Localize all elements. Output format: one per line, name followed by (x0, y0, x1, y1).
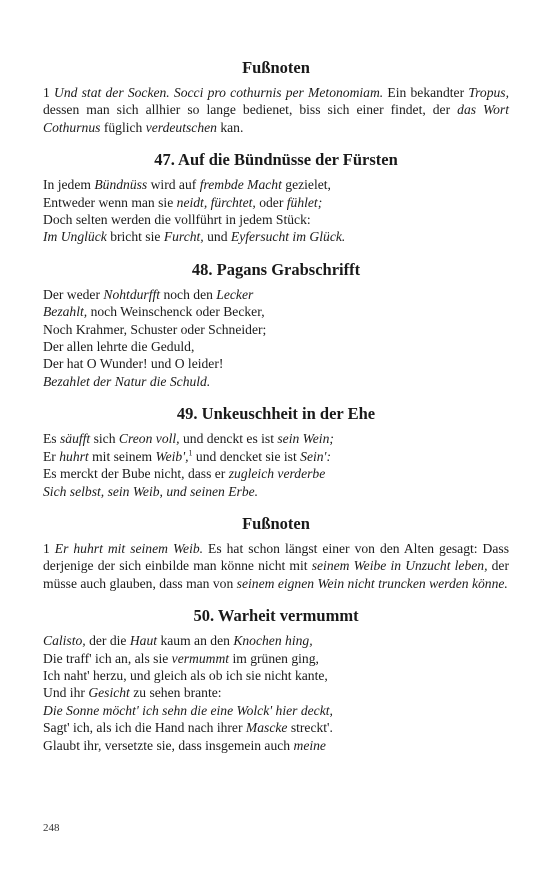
text-run: 1 (43, 85, 55, 100)
italic-text: zugleich verderbe (228, 466, 326, 482)
italic-text: Die Sonne möcht' ich sehn die eine Wolck' hier deckt, (43, 702, 333, 718)
verse-line (43, 719, 509, 736)
verse-line (43, 448, 509, 465)
italic-text: Bündnüss (94, 177, 148, 193)
verse-line (43, 286, 509, 303)
text-run: und denckt es ist (179, 431, 278, 447)
text-run: mit seinem (88, 448, 156, 464)
verse-line (43, 465, 509, 482)
poem-48 (43, 260, 509, 390)
verse-line (43, 194, 509, 211)
italic-text: Weib', (155, 448, 189, 464)
text-run: der müsse auch glauben, dass man von (43, 558, 509, 591)
text-run: Entweder wenn man sie (43, 194, 177, 210)
italic-text: Gesicht (88, 685, 130, 701)
italic-text: frembde Macht (199, 177, 282, 193)
italic-text: säufft (60, 431, 91, 447)
italic-text: Bezahlet der Natur die Schuld. (43, 373, 211, 389)
text-run: füglich (100, 119, 146, 135)
footnote-text (43, 540, 509, 592)
page-number: 248 (43, 822, 60, 834)
text-run: Doch selten werden die vollführt in jedem Stück: (43, 212, 311, 228)
text-run: Die traff' ich an, als sie (43, 650, 172, 666)
text-run: Der hat O Wunder! und O leider! (43, 356, 224, 372)
verse-line (43, 228, 509, 245)
text-run: und (203, 229, 231, 245)
text-run: wird auf (147, 177, 200, 193)
italic-text: Er huhrt mit seinem Weib. (54, 540, 204, 556)
text-run: zu sehen brante: (129, 685, 222, 701)
footnote-marker: 1 (188, 448, 193, 458)
poem-title: 49. Unkeuschheit in der Ehe (176, 404, 376, 424)
text-run: Er (43, 448, 60, 464)
poem-lines (43, 632, 509, 754)
text-run: kan. (216, 119, 244, 135)
italic-text: huhrt (59, 448, 89, 464)
italic-text: Creon voll, (118, 431, 180, 447)
italic-text: Und stat der Socken. Socci pro cothurnis per Metonomiam. (54, 85, 384, 100)
verse-line (43, 667, 509, 684)
poem-47 (43, 150, 509, 246)
poem-lines (43, 176, 509, 246)
verse-line (43, 483, 509, 500)
italic-text: neidt, fürchtet, (176, 194, 256, 210)
italic-text: Tropus, (468, 85, 509, 100)
text-run: Es merckt der Bube nicht, dass er (43, 466, 229, 482)
italic-text: Bezahlt, (43, 304, 88, 320)
poem-title: 47. Auf die Bündnüsse der Fürsten (154, 150, 398, 170)
italic-text: meine (293, 737, 326, 753)
text-run: Der allen lehrte die Geduld, (43, 339, 195, 355)
text-run: Es hat schon längst einer von den Alten gesagt: Dass derjenige der sich einbilde man könne nicht mit (43, 540, 509, 574)
text-run: und dencket sie ist (192, 448, 301, 464)
text-run: oder (255, 194, 287, 210)
poem-50 (43, 606, 509, 754)
italic-text: Lecker (216, 286, 254, 302)
text-run: Ich naht' herzu, und gleich als ob ich sie nicht kante, (43, 667, 328, 683)
italic-text: vermummt (171, 650, 230, 666)
poem-lines (43, 430, 509, 500)
italic-text: Furcht, (163, 229, 204, 245)
text-run: bricht sie (106, 229, 164, 245)
poem-title: 48. Pagans Grabschrifft (191, 259, 361, 279)
italic-text: Haut (129, 633, 158, 649)
italic-text: Nohtdurfft (103, 286, 161, 302)
verse-line (43, 684, 509, 701)
text-run: Noch Krahmer, Schuster oder Schneider; (43, 321, 267, 337)
page-body (43, 58, 509, 754)
text-run: sich (90, 431, 119, 447)
text-run: Ein bekandter (383, 85, 469, 100)
footnote-text (43, 84, 509, 136)
footnotes-heading: Fußnoten (242, 58, 310, 77)
text-run: Der weder (43, 286, 104, 302)
italic-text: sein Wein; (277, 431, 334, 447)
italic-text: fühlet; (286, 194, 323, 210)
italic-text: seinem eignen Wein nicht truncken werden könne. (236, 575, 508, 591)
text-run: der die (85, 633, 130, 649)
verse-line (43, 373, 509, 390)
text-run: noch Weinschenck oder Becker, (87, 304, 265, 320)
italic-text: Knochen hing, (233, 633, 313, 649)
italic-text: seinem Weibe in Unzucht leben, (311, 558, 488, 574)
italic-text: Im Unglück (43, 229, 107, 245)
verse-line (43, 650, 509, 667)
text-run: Glaubt ihr, versetzte sie, dass insgemein auch (43, 737, 294, 753)
italic-text: Mascke (245, 720, 288, 736)
text-run: 1 (43, 540, 55, 556)
text-run: im grünen ging, (229, 650, 319, 666)
italic-text: Eyfersucht im Glück. (230, 229, 346, 245)
footnotes-section-1 (43, 58, 509, 136)
footnotes-heading: Fußnoten (242, 513, 310, 533)
poem-lines (43, 286, 509, 390)
verse-line (43, 355, 509, 372)
poem-title: 50. Warheit vermummt (193, 606, 359, 626)
footnotes-section-2 (43, 514, 509, 592)
text-run: gezielet, (281, 177, 331, 193)
verse-line (43, 632, 509, 649)
text-run: Und ihr (43, 685, 89, 701)
italic-text: Sich selbst, sein Weib, und seinen Erbe. (43, 483, 259, 499)
text-run: Es (43, 431, 60, 447)
text-run: noch den (160, 286, 217, 302)
verse-line (43, 303, 509, 320)
poem-49 (43, 404, 509, 500)
verse-line (43, 737, 509, 754)
verse-line (43, 430, 509, 447)
text-run: streckt'. (287, 720, 333, 736)
text-run: dessen man sich allhier so lange bedienet, biss sich einer findet, der (43, 102, 458, 118)
italic-text: das Wort Cothurnus (43, 102, 509, 135)
verse-line (43, 176, 509, 193)
verse-line (43, 702, 509, 719)
text-run: Sagt' ich, als ich die Hand nach ihrer (43, 720, 246, 736)
text-run: kaum an den (157, 633, 234, 649)
italic-text: verdeutschen (145, 119, 217, 135)
italic-text: Calisto, (43, 633, 86, 649)
verse-line (43, 338, 509, 355)
italic-text: Sein': (300, 448, 331, 464)
verse-line (43, 321, 509, 338)
verse-line (43, 211, 509, 228)
text-run: In jedem (43, 177, 95, 193)
